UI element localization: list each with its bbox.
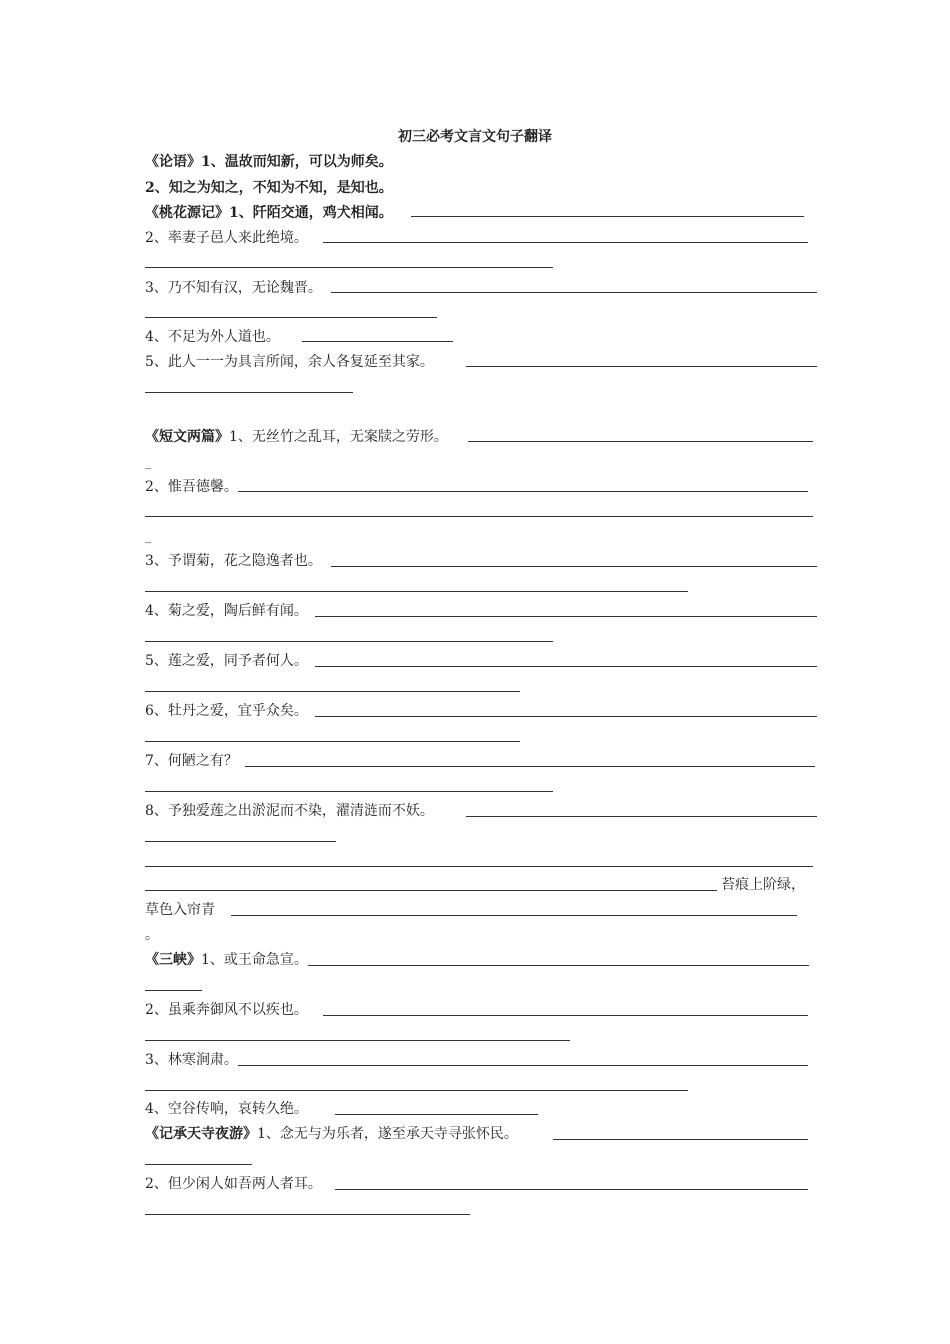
duanwen-tail-a: 苔痕上阶绿， bbox=[721, 877, 805, 893]
sanxia-sentence-4: 4、空谷传响，哀转久绝。 bbox=[145, 1101, 308, 1117]
duanwen-sentence-3: 3、予谓菊，花之隐逸者也。 bbox=[145, 553, 322, 569]
answer-line[interactable] bbox=[466, 816, 817, 817]
answer-line[interactable] bbox=[145, 1040, 570, 1041]
chengtian-title: 《记承天寺夜游》 bbox=[145, 1126, 257, 1142]
duanwen-sentence-6: 6、牡丹之爱，宜乎众矣。 bbox=[145, 703, 308, 719]
chengtian-line-1 bbox=[145, 1125, 518, 1143]
answer-line[interactable] bbox=[145, 741, 520, 742]
answer-line[interactable] bbox=[145, 1164, 252, 1165]
chengtian-sentence-1: 1、念无与为乐者，遂至承天寺寻张怀民。 bbox=[257, 1126, 518, 1142]
answer-line[interactable] bbox=[468, 441, 813, 442]
duanwen-title: 《短文两篇》 bbox=[145, 429, 229, 445]
duanwen-line-1 bbox=[145, 428, 448, 446]
dash-mark: _ bbox=[145, 529, 152, 544]
answer-line[interactable] bbox=[145, 591, 688, 592]
taohua-title: 《桃花源记》 bbox=[145, 205, 229, 221]
sanxia-line-1 bbox=[145, 951, 308, 969]
answer-line[interactable] bbox=[315, 616, 817, 617]
answer-line[interactable] bbox=[145, 1214, 470, 1215]
answer-line[interactable] bbox=[466, 366, 817, 367]
lunyu-sentence-2: 2、知之为知之，不知为不知，是知也。 bbox=[145, 180, 393, 196]
answer-line[interactable] bbox=[553, 1139, 808, 1140]
answer-line[interactable] bbox=[145, 1090, 688, 1091]
answer-line[interactable] bbox=[145, 866, 813, 867]
answer-line[interactable] bbox=[335, 1114, 538, 1115]
answer-line[interactable] bbox=[145, 267, 553, 268]
answer-line[interactable] bbox=[145, 990, 202, 991]
duanwen-sentence-2: 2、惟吾德馨。 bbox=[145, 479, 238, 495]
answer-line[interactable] bbox=[245, 766, 815, 767]
answer-line[interactable] bbox=[145, 890, 717, 891]
taohua-sentence-1: 1、阡陌交通，鸡犬相闻。 bbox=[229, 205, 393, 221]
answer-line[interactable] bbox=[323, 1015, 808, 1016]
answer-line[interactable] bbox=[315, 666, 817, 667]
dash-mark: _ bbox=[145, 455, 152, 470]
answer-line[interactable] bbox=[238, 1065, 808, 1066]
answer-line[interactable] bbox=[238, 491, 808, 492]
answer-line[interactable] bbox=[323, 242, 808, 243]
page-title: 初三必考文言文句子翻译 bbox=[398, 129, 552, 145]
duanwen-sentence-4: 4、菊之爱，陶后鲜有闻。 bbox=[145, 603, 308, 619]
sanxia-title: 《三峡》 bbox=[145, 952, 201, 968]
answer-line[interactable] bbox=[302, 341, 453, 342]
duanwen-sentence-1: 1、无丝竹之乱耳，无案牍之劳形。 bbox=[229, 429, 448, 445]
taohua-line-1 bbox=[145, 204, 393, 222]
answer-line[interactable] bbox=[411, 216, 804, 217]
duanwen-tail-c: 。 bbox=[145, 927, 159, 943]
taohua-sentence-3: 3、乃不知有汉，无论魏晋。 bbox=[145, 280, 322, 296]
answer-line[interactable] bbox=[145, 392, 353, 393]
answer-line[interactable] bbox=[308, 965, 809, 966]
sanxia-sentence-2: 2、虽乘奔御风不以疾也。 bbox=[145, 1002, 308, 1018]
lunyu-title: 《论语》 bbox=[145, 154, 201, 170]
chengtian-sentence-2: 2、但少闲人如吾两人者耳。 bbox=[145, 1176, 322, 1192]
duanwen-sentence-8: 8、予独爱莲之出淤泥而不染，濯清涟而不妖。 bbox=[145, 803, 434, 819]
taohua-sentence-5: 5、此人一一为具言所闻，余人各复延至其家。 bbox=[145, 354, 434, 370]
duanwen-sentence-7: 7、何陋之有？ bbox=[145, 753, 238, 769]
duanwen-tail-b: 草色入帘青 bbox=[145, 902, 215, 918]
duanwen-sentence-5: 5、莲之爱，同予者何人。 bbox=[145, 653, 308, 669]
answer-line[interactable] bbox=[145, 691, 520, 692]
answer-line[interactable] bbox=[145, 791, 553, 792]
answer-line[interactable] bbox=[145, 841, 336, 842]
taohua-sentence-2: 2、率妻子邑人来此绝境。 bbox=[145, 230, 308, 246]
answer-line[interactable] bbox=[315, 716, 817, 717]
sanxia-sentence-1: 1、或王命急宣。 bbox=[201, 952, 308, 968]
lunyu-line-1 bbox=[145, 153, 393, 171]
taohua-sentence-4: 4、不足为外人道也。 bbox=[145, 329, 280, 345]
lunyu-sentence-1: 1、温故而知新，可以为师矣。 bbox=[201, 154, 393, 170]
answer-line[interactable] bbox=[335, 1189, 808, 1190]
answer-line[interactable] bbox=[145, 516, 813, 517]
answer-line[interactable] bbox=[145, 641, 553, 642]
answer-line[interactable] bbox=[331, 292, 817, 293]
answer-line[interactable] bbox=[331, 566, 817, 567]
answer-line[interactable] bbox=[145, 317, 437, 318]
sanxia-sentence-3: 3、林寒涧肃。 bbox=[145, 1052, 238, 1068]
answer-line[interactable] bbox=[231, 915, 797, 916]
